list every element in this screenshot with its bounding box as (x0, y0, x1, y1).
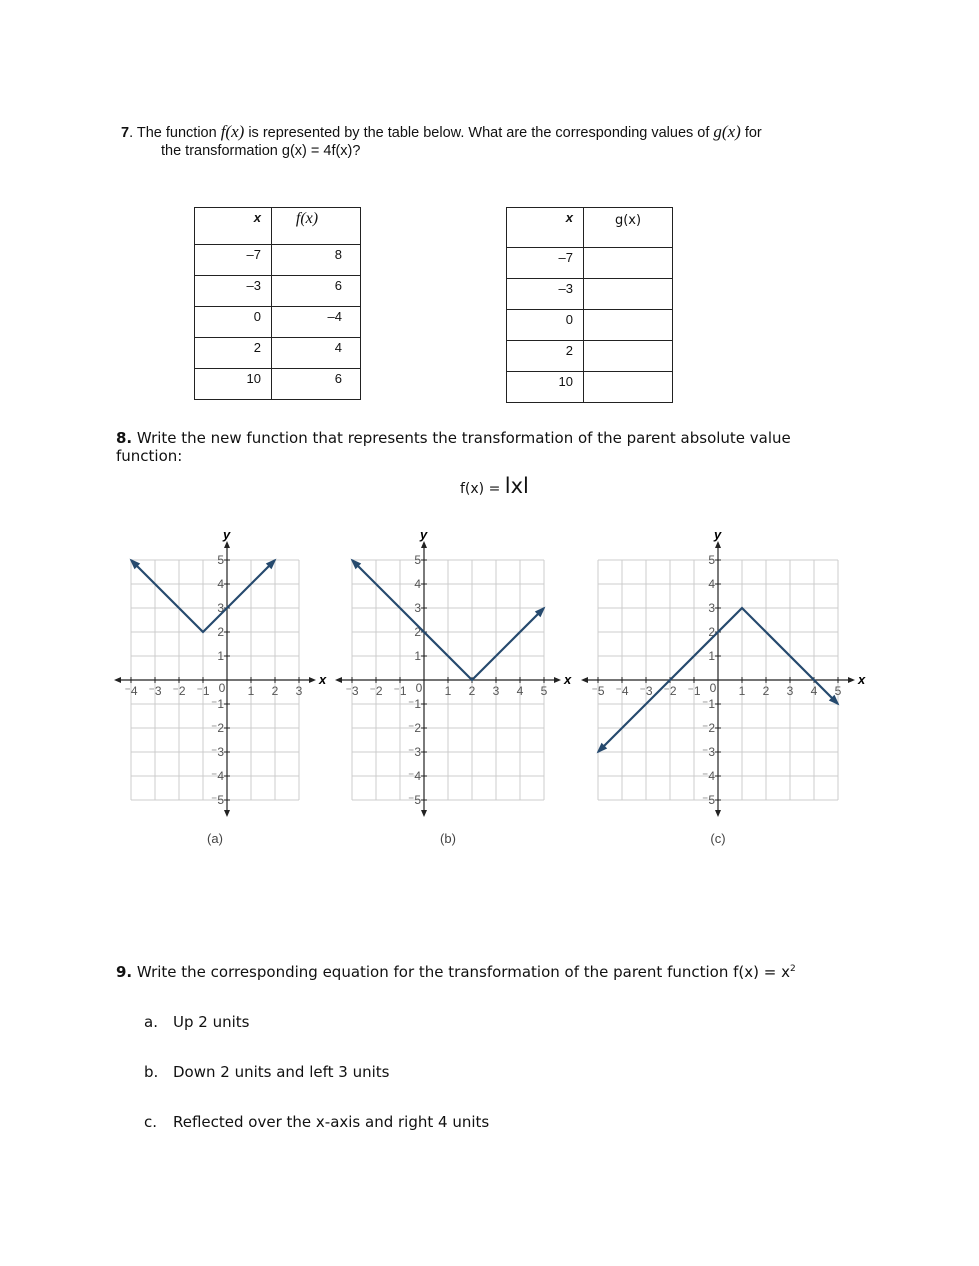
y-axis-label: y (223, 527, 231, 542)
item-text: Down 2 units and left 3 units (173, 1063, 390, 1081)
graph-c (581, 527, 866, 846)
f-of-x: f(x) (220, 122, 245, 141)
y-tick-label: ⁻2 (701, 721, 715, 735)
x-cell: –7 (507, 248, 584, 279)
value-cell: 6 (272, 369, 361, 400)
item-letter: c. (144, 1113, 158, 1131)
graph-caption: (a) (207, 831, 223, 846)
x-axis-label: x (319, 672, 327, 687)
y-tick-label: 4 (217, 577, 224, 591)
y-tick-label: 3 (708, 601, 715, 615)
y-tick-label: 4 (414, 577, 421, 591)
x-cell: –3 (507, 279, 584, 310)
formula-abs: lxl (504, 474, 529, 498)
y-tick-label: ⁻4 (701, 769, 715, 783)
x-tick-label: 5 (540, 684, 548, 698)
graph-a (114, 527, 327, 846)
item-letter: a. (144, 1013, 158, 1031)
y-tick-label: ⁻5 (701, 793, 715, 807)
question-number: 9. (116, 963, 133, 981)
value-cell: –4 (272, 307, 361, 338)
y-tick-label: ⁻5 (407, 793, 421, 807)
value-cell: 4 (272, 338, 361, 369)
origin-label: 0 (415, 681, 423, 695)
x-cell: 10 (195, 369, 272, 400)
y-tick-label: ⁻4 (210, 769, 224, 783)
x-tick-label: 3 (295, 684, 303, 698)
x-tick-label: ⁻5 (591, 684, 605, 698)
x-tick-label: 2 (271, 684, 279, 698)
header-x: x (507, 208, 584, 248)
x-cell: –3 (195, 276, 272, 307)
question-number: 7 (121, 125, 130, 141)
x-tick-label: ⁻1 (196, 684, 210, 698)
graph-caption: (c) (710, 831, 726, 846)
y-tick-label: 5 (217, 553, 224, 567)
y-tick-label: 2 (217, 625, 224, 639)
q9-item (144, 1113, 489, 1131)
x-tick-label: 1 (444, 684, 452, 698)
y-tick-label: 5 (414, 553, 421, 567)
q9-item (144, 1063, 389, 1081)
y-tick-label: 1 (414, 649, 421, 663)
x-tick-label: ⁻4 (615, 684, 629, 698)
header-fx: f(x) (272, 208, 361, 245)
y-tick-label: 3 (217, 601, 224, 615)
x-cell: 10 (507, 372, 584, 403)
y-tick-label: ⁻1 (701, 697, 715, 711)
x-tick-label: 1 (738, 684, 746, 698)
value-cell: 6 (272, 276, 361, 307)
x-tick-label: 5 (834, 684, 842, 698)
x-tick-label: ⁻2 (172, 684, 186, 698)
y-tick-label: ⁻2 (210, 721, 224, 735)
x-tick-label: 2 (762, 684, 770, 698)
y-tick-label: ⁻4 (407, 769, 421, 783)
q7-text: . The function (129, 125, 221, 141)
y-tick-label: ⁻3 (407, 745, 421, 759)
x-tick-label: 3 (786, 684, 794, 698)
header-x: x (195, 208, 272, 245)
q8-text: Write the new function that represents the transformation of the parent absolute value function: (116, 429, 791, 465)
y-tick-label: ⁻3 (210, 745, 224, 759)
q7-text: is represented by the table below. What are the corresponding values of (244, 125, 714, 141)
x-tick-label: 4 (516, 684, 524, 698)
y-tick-label: 1 (217, 649, 224, 663)
g-of-x: g(x) (713, 122, 741, 141)
y-tick-label: 1 (708, 649, 715, 663)
y-tick-label: ⁻1 (407, 697, 421, 711)
y-tick-label: 5 (708, 553, 715, 567)
x-cell: –7 (195, 245, 272, 276)
x-tick-label: ⁻3 (148, 684, 162, 698)
header-gx: g(x) (584, 208, 673, 248)
x-axis-label: x (858, 672, 866, 687)
q9-text: Write the corresponding equation for the transformation of the parent function f(x) = x (132, 963, 790, 981)
y-tick-label: 3 (414, 601, 421, 615)
x-tick-label: 4 (810, 684, 818, 698)
x-tick-label: 3 (492, 684, 500, 698)
q9-item (144, 1013, 249, 1031)
y-tick-label: ⁻5 (210, 793, 224, 807)
x-cell: 2 (507, 341, 584, 372)
graph-b (335, 527, 572, 846)
y-axis-label: y (714, 527, 722, 542)
origin-label: 0 (218, 681, 226, 695)
x-tick-label: ⁻2 (369, 684, 383, 698)
x-tick-label: ⁻3 (639, 684, 653, 698)
x-cell: 0 (195, 307, 272, 338)
formula-prefix: f(x) = (460, 481, 505, 497)
x-tick-label: ⁻1 (393, 684, 407, 698)
x-tick-label: ⁻2 (663, 684, 677, 698)
x-tick-label: 1 (247, 684, 255, 698)
y-tick-label: ⁻2 (407, 721, 421, 735)
y-tick-label: ⁻1 (210, 697, 224, 711)
value-cell: 8 (272, 245, 361, 276)
item-text: Up 2 units (173, 1013, 250, 1031)
x-cell: 0 (507, 310, 584, 341)
y-tick-label: 2 (414, 625, 421, 639)
q7-text: for (744, 125, 762, 141)
x-axis-label: x (564, 672, 572, 687)
y-tick-label: 2 (708, 625, 715, 639)
exponent: 2 (789, 964, 796, 974)
graph-caption: (b) (440, 831, 456, 846)
x-tick-label: ⁻4 (124, 684, 138, 698)
item-text: Reflected over the x-axis and right 4 units (173, 1113, 490, 1131)
x-cell: 2 (195, 338, 272, 369)
x-tick-label: ⁻3 (345, 684, 359, 698)
q7-line2: the transformation g(x) = 4f(x)? (161, 143, 361, 159)
item-letter: b. (144, 1063, 159, 1081)
origin-label: 0 (709, 681, 717, 695)
y-tick-label: ⁻3 (701, 745, 715, 759)
question-number: 8. (116, 429, 133, 447)
x-tick-label: ⁻1 (687, 684, 701, 698)
y-tick-label: 4 (708, 577, 715, 591)
question-9 (116, 963, 796, 981)
x-tick-label: 2 (468, 684, 476, 698)
y-axis-label: y (420, 527, 428, 542)
